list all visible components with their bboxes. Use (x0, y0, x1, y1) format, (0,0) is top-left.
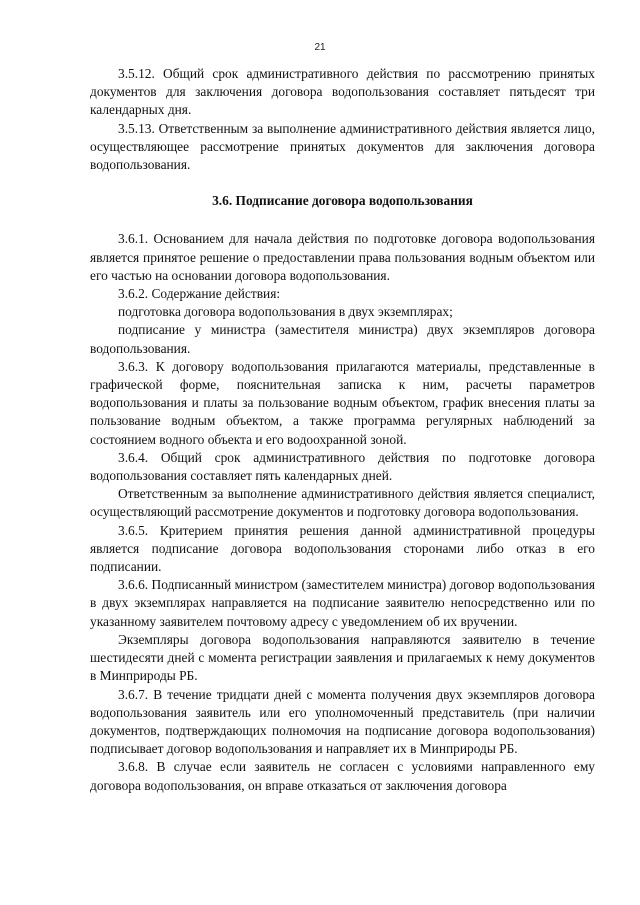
paragraph-3-6-6: 3.6.6. Подписанный министром (заместителем министра) договор водопользования в двух экземплярах направляется на подписание заявителю непосредственно или по указанному заявителем почтовому адресу с уведомлением об их вручении. (90, 577, 595, 629)
paragraph-3-6-6-copies: Экземпляры договора водопользования направляются заявителю в течение шестидесяти дней с момента регистрации заявления и прилагаемых к нему документов в Минприроды РБ. (90, 631, 595, 684)
paragraph-3-6-4: 3.6.4. Общий срок административного действия по подготовке договора водопользования составляет пять календарных дней. (90, 449, 595, 484)
paragraph-3-6-2: 3.6.2. Содержание действия: (118, 286, 281, 302)
paragraph-3-5-12: 3.5.12. Общий срок административного действия по рассмотрению принятых документов для заключения договора водопользования составляет пятьдесят три календарных дня. (90, 66, 595, 118)
paragraph-3-6-3: 3.6.3. К договору водопользования прилагаются материалы, представленные в графической форме, пояснительная записка к ним, расчеты параметров водопользования и платы за пользование водным объектом, график внесения платы за пользование водным объектом, а также программа регулярных наблюдений за состоянием водного объекта и его водоохранной зоной. (90, 358, 595, 447)
paragraph-3-6-2-item-1: подготовка договора водопользования в двух экземплярах; (118, 304, 453, 320)
section-heading: 3.6. Подписание договора водопользования (212, 193, 473, 209)
page-number: 21 (314, 42, 326, 53)
paragraph-3-6-1: 3.6.1. Основанием для начала действия по подготовке договора водопользования является принятое решение о предоставлении права пользования водным объектом или его частью на основании договора водопользования. (90, 231, 595, 283)
paragraph-3-6-5: 3.6.5. Критерием принятия решения данной административной процедуры является подписание договора водопользования сторонами либо отказ в его подписании. (90, 522, 595, 575)
paragraph-3-6-8: 3.6.8. В случае если заявитель не согласен с условиями направленного ему договора водопользования, он вправе отказаться от заключения договора (90, 759, 595, 793)
document-body (90, 65, 595, 795)
paragraph-3-6-4-responsible: Ответственным за выполнение административного действия является специалист, осуществляющий рассмотрение документов и подготовку договора водопользования. (90, 486, 595, 520)
paragraph-3-6-2-item-2: подписание у министра (заместителя министра) двух экземпляров договора водопользования. (90, 322, 595, 356)
paragraph-3-6-7: 3.6.7. В течение тридцати дней с момента получения двух экземпляров договора водопользования заявитель или его уполномоченный представитель (при наличии документов, подтверждающих полномочия на подписание договора водопользования) подписывает договор водопользования и направляет их в Минприроды РБ. (90, 686, 595, 757)
paragraph-3-5-13: 3.5.13. Ответственным за выполнение административного действия является лицо, осуществляющее рассмотрение принятых документов для заключения договора водопользования. (90, 120, 595, 173)
